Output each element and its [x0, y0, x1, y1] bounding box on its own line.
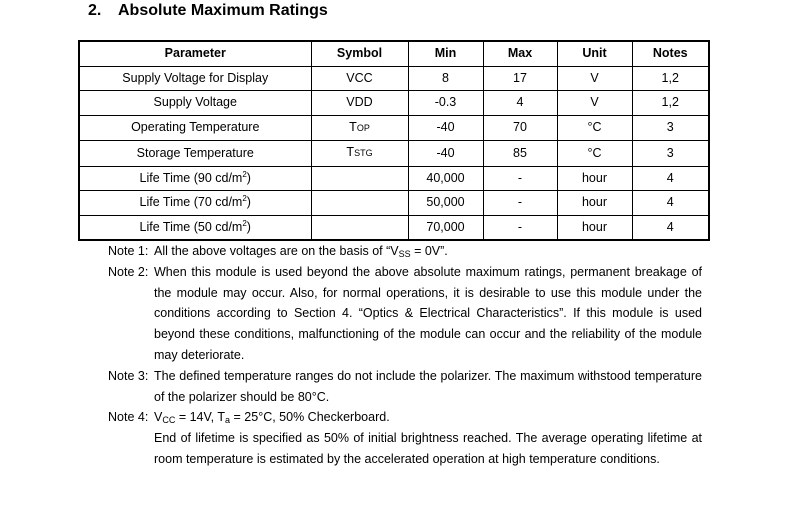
header-unit: Unit: [557, 41, 632, 66]
cell-unit: V: [557, 66, 632, 91]
cell-symbol: VCC: [311, 66, 408, 91]
cell-max: 17: [483, 66, 557, 91]
note-text-post: = 0V”.: [410, 244, 448, 258]
header-notes: Notes: [632, 41, 709, 66]
table-row: [79, 191, 709, 216]
ta-subscript: a: [225, 415, 231, 426]
parameter-end: ): [246, 170, 251, 185]
table-header-row: [79, 41, 709, 66]
vcc-value: = 14V, T: [175, 410, 226, 425]
cell-min: 50,000: [408, 191, 483, 216]
vcc-subscript: CC: [162, 415, 176, 426]
parameter-superscript: 2: [242, 218, 247, 228]
note-3: [108, 366, 702, 408]
cell-unit: hour: [557, 215, 632, 240]
note-4: [108, 407, 702, 469]
parameter-superscript: 2: [242, 194, 247, 203]
symbol-main: T: [346, 145, 355, 159]
absolute-maximum-ratings-table: [78, 40, 710, 241]
condition-rest: = 25°C, 50% Checkerboard.: [230, 410, 390, 425]
note-text-pre: All the above voltages are on the basis of “V: [154, 244, 399, 258]
cell-notes: 1,2: [632, 66, 709, 91]
cell-unit: hour: [557, 166, 632, 191]
note-label: Note 4:: [108, 410, 149, 425]
note-subscript: SS: [398, 249, 411, 259]
cell-min: 40,000: [408, 166, 483, 191]
cell-min: 70,000: [408, 215, 483, 240]
cell-max: 70: [483, 115, 557, 141]
cell-symbol: [311, 191, 408, 216]
cell-max: -: [483, 191, 557, 216]
table-row: [79, 166, 709, 191]
header-symbol: Symbol: [311, 41, 408, 66]
note-label: Note 1:: [108, 244, 149, 258]
note-text: [154, 241, 702, 262]
note-text: When this module is used beyond the above absolute maximum ratings, permanent breakage of the module may occur. Also, for normal operations, it is desirable to use this module under the conditions according to Section 4. “Optics & Electrical Characteristics”. If this module is used beyond these conditions, malfunctioning of the module can occur and the reliability of the module may deteriorate.: [154, 264, 702, 362]
cell-notes: 4: [632, 166, 709, 191]
cell-max: 85: [483, 141, 557, 167]
cell-max: 4: [483, 91, 557, 116]
symbol-rest: OP: [356, 122, 370, 133]
vcc-symbol: V: [154, 410, 163, 425]
cell-parameter: Supply Voltage for Display: [79, 66, 311, 91]
note-lifetime-text: End of lifetime is specified as 50% of initial brightness reached. The average operating lifetime at room temperature is estimated by the accelerated operation at high temperature conditions.: [154, 431, 702, 466]
cell-unit: °C: [557, 115, 632, 141]
parameter-text: Life Time (70 cd/m: [139, 195, 243, 209]
table-row: [79, 91, 709, 116]
section-title: Absolute Maximum Ratings: [118, 2, 328, 19]
cell-notes: 4: [632, 191, 709, 216]
header-min: Min: [408, 41, 483, 66]
notes-section: [108, 241, 702, 470]
note-text: [154, 407, 702, 469]
note-label: Note 2:: [108, 264, 149, 279]
section-number: 2.: [88, 2, 102, 19]
parameter-text: Life Time (50 cd/m: [139, 219, 243, 234]
cell-notes: 3: [632, 115, 709, 141]
cell-notes: 4: [632, 215, 709, 240]
cell-symbol: [311, 141, 408, 167]
cell-symbol: [311, 166, 408, 191]
symbol-rest: STG: [354, 148, 373, 158]
table-row: [79, 115, 709, 141]
parameter-text: Life Time (90 cd/m: [139, 170, 243, 185]
note-condition: [154, 410, 390, 424]
header-parameter: Parameter: [79, 41, 311, 66]
cell-parameter: [79, 215, 311, 240]
table-row: [79, 141, 709, 167]
note-label: Note 3:: [108, 368, 149, 383]
cell-notes: 1,2: [632, 91, 709, 116]
cell-parameter: [79, 191, 311, 216]
cell-min: -40: [408, 115, 483, 141]
cell-symbol: [311, 215, 408, 240]
parameter-end: ): [246, 219, 251, 234]
cell-min: -40: [408, 141, 483, 167]
cell-parameter: Supply Voltage: [79, 91, 311, 116]
cell-unit: °C: [557, 141, 632, 167]
note-1: [108, 241, 702, 262]
parameter-end: ): [246, 195, 251, 209]
cell-max: -: [483, 215, 557, 240]
cell-parameter: Operating Temperature: [79, 115, 311, 141]
cell-parameter: [79, 166, 311, 191]
note-2: [108, 262, 702, 366]
cell-unit: V: [557, 91, 632, 116]
cell-min: 8: [408, 66, 483, 91]
cell-unit: hour: [557, 191, 632, 216]
cell-max: -: [483, 166, 557, 191]
cell-parameter: Storage Temperature: [79, 141, 311, 167]
parameter-superscript: 2: [242, 169, 247, 179]
cell-symbol: [311, 115, 408, 141]
section-heading: [88, 2, 328, 20]
cell-min: -0.3: [408, 91, 483, 116]
cell-symbol: VDD: [311, 91, 408, 116]
symbol-main: T: [349, 119, 357, 134]
table-row: [79, 66, 709, 91]
header-max: Max: [483, 41, 557, 66]
table-row: [79, 215, 709, 240]
cell-notes: 3: [632, 141, 709, 167]
note-text: The defined temperature ranges do not include the polarizer. The maximum withstood temperature of the polarizer should be 80°C.: [154, 368, 702, 404]
